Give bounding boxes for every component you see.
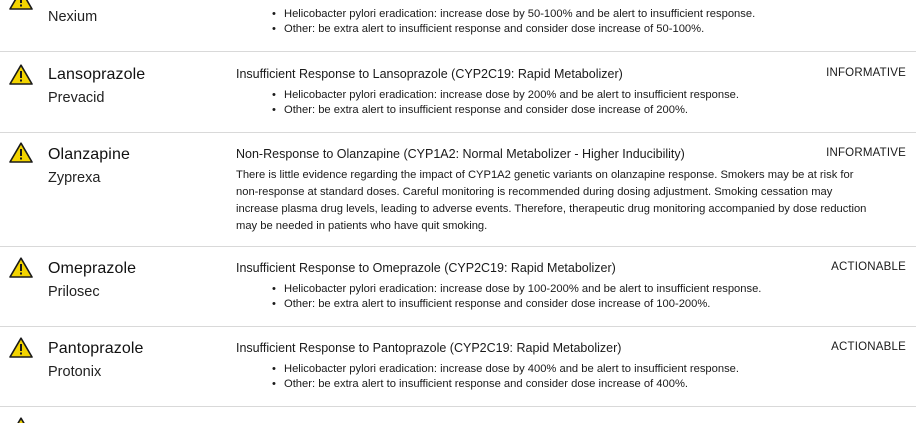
recommendation-list xyxy=(272,88,739,118)
brand-name: Nexium xyxy=(48,9,98,25)
finding-title: Insufficient Response to Pantoprazole (CYP2C19: Rapid Metabolizer) xyxy=(236,341,622,355)
recommendation-item: • Other: be extra alert to insufficient response and consider dose increase of 200%. xyxy=(272,103,739,118)
drug-row-omeprazole xyxy=(0,247,916,327)
recommendation-list xyxy=(272,7,755,37)
recommendation-item: • Other: be extra alert to insufficient response and consider dose increase of 400%. xyxy=(272,377,739,392)
recommendation-item: • Helicobacter pylori eradication: increase dose by 50-100% and be alert to insufficient response. xyxy=(272,7,755,22)
warning-icon xyxy=(9,337,33,358)
drug-row-partial-bottom xyxy=(0,407,916,423)
warning-icon xyxy=(9,142,33,163)
warning-icon xyxy=(9,417,33,423)
recommendation-list xyxy=(272,282,761,312)
status-badge: ACTIONABLE xyxy=(831,261,906,273)
warning-icon xyxy=(9,64,33,85)
status-badge: INFORMATIVE xyxy=(826,147,906,159)
finding-description: There is little evidence regarding the impact of CYP1A2 genetic variants on olanzapine response. Smokers may be at risk for non-response at standard doses. Careful monitoring is recommended during dosing adjustment. Smoking cessation may increase plasma drug levels, leading to adverse events. Therefore, therapeutic drug monitoring accompanied by dose reduction may be needed in patients who have quit smoking. xyxy=(236,169,867,232)
drug-name: Pantoprazole xyxy=(48,340,144,357)
warning-icon xyxy=(9,0,33,10)
drug-row-olanzapine xyxy=(0,133,916,247)
drug-name: Omeprazole xyxy=(48,260,137,277)
finding-title: Non-Response to Olanzapine (CYP1A2: Normal Metabolizer - Higher Inducibility) xyxy=(236,147,685,161)
brand-name: Protonix xyxy=(48,364,102,380)
finding-title: Insufficient Response to Lansoprazole (CYP2C19: Rapid Metabolizer) xyxy=(236,67,623,81)
recommendation-list xyxy=(272,362,739,392)
drug-row-partial-top xyxy=(0,0,916,52)
drug-row-pantoprazole xyxy=(0,327,916,407)
warning-icon xyxy=(9,257,33,278)
recommendation-item: • Other: be extra alert to insufficient response and consider dose increase of 100-200%. xyxy=(272,297,761,312)
recommendation-item: • Helicobacter pylori eradication: increase dose by 400% and be alert to insufficient response. xyxy=(272,362,739,377)
status-badge: ACTIONABLE xyxy=(831,341,906,353)
brand-name: Prevacid xyxy=(48,90,105,106)
drug-name: Lansoprazole xyxy=(48,66,146,83)
drug-row-lansoprazole xyxy=(0,52,916,132)
recommendation-item: • Helicobacter pylori eradication: increase dose by 200% and be alert to insufficient response. xyxy=(272,88,739,103)
recommendation-item: • Helicobacter pylori eradication: increase dose by 100-200% and be alert to insufficient response. xyxy=(272,282,761,297)
brand-name: Prilosec xyxy=(48,284,100,300)
drug-name: Olanzapine xyxy=(48,146,130,163)
status-badge: INFORMATIVE xyxy=(826,67,906,79)
recommendation-item: • Other: be extra alert to insufficient response and consider dose increase of 50-100%. xyxy=(272,22,755,37)
brand-name: Zyprexa xyxy=(48,170,101,186)
finding-title: Insufficient Response to Omeprazole (CYP2C19: Rapid Metabolizer) xyxy=(236,261,616,275)
